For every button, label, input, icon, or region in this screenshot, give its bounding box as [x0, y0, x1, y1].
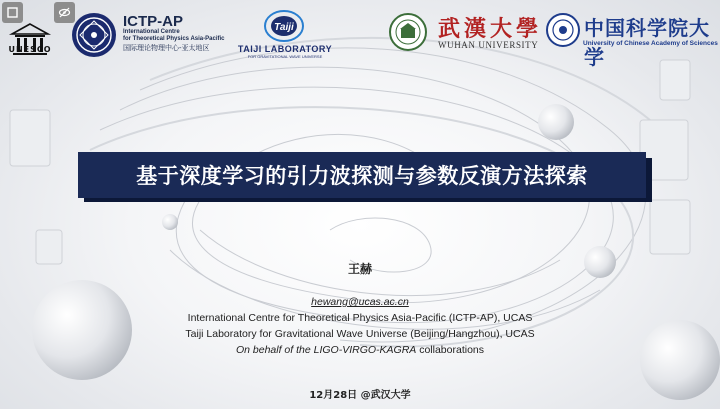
sphere-decoration [162, 214, 178, 230]
collaboration-line [0, 344, 720, 356]
ucas-chinese-name: 中国科学院大学 [584, 16, 710, 69]
sphere-decoration [538, 104, 574, 140]
ictp-ap-subtitle-2: for Theoretical Physics Asia-Pacific [123, 36, 225, 42]
taiji-emblem-text: Taiji [274, 22, 294, 33]
ictp-ap-subtitle-1: International Centre [123, 29, 180, 35]
author-email-link[interactable]: hewang@ucas.ac.cn [311, 296, 409, 308]
wuhan-university-seal [389, 13, 427, 51]
wuhan-university-chinese-name: 武漢大學 [438, 16, 543, 42]
ucas-seal [546, 13, 580, 47]
ictp-ap-emblem [70, 11, 118, 59]
author-name: 王赫 [347, 262, 372, 276]
affiliation-2: Taiji Laboratory for Gravitational Wave Universe (Beijing/Hangzhou), UCAS [185, 328, 535, 340]
ucas-english-name: University of Chinese Academy of Sciences [583, 40, 718, 47]
taiji-emblem [262, 8, 306, 44]
affiliation-1: International Centre for Theoretical Physics Asia-Pacific (ICTP-AP), UCAS [187, 312, 533, 324]
collaboration-suffix: collaborations [416, 344, 485, 356]
author-email-line [0, 296, 720, 308]
slide-title: 基于深度学习的引力波探测与参数反演方法探索 [136, 164, 588, 188]
ictp-ap-title: ICTP-AP [123, 13, 183, 30]
collaboration-name: On behalf of the LIGO-VIRGO-KAGRA [235, 344, 417, 356]
unesco-logo-text: UNESCO [8, 45, 52, 54]
wuhan-university-english-name: WUHAN UNIVERSITY [438, 40, 539, 50]
taiji-title: TAIJI LABORATORY [237, 44, 333, 54]
ictp-ap-chinese-name: 国际理论物理中心-亚太地区 [123, 44, 210, 52]
title-banner [78, 152, 646, 198]
presentation-date: 12月28日 @武汉大学 [309, 390, 411, 401]
taiji-subtitle: FOR GRAVITATIONAL WAVE UNIVERSE [247, 54, 323, 59]
ictp-ap-wordmark [123, 14, 224, 53]
